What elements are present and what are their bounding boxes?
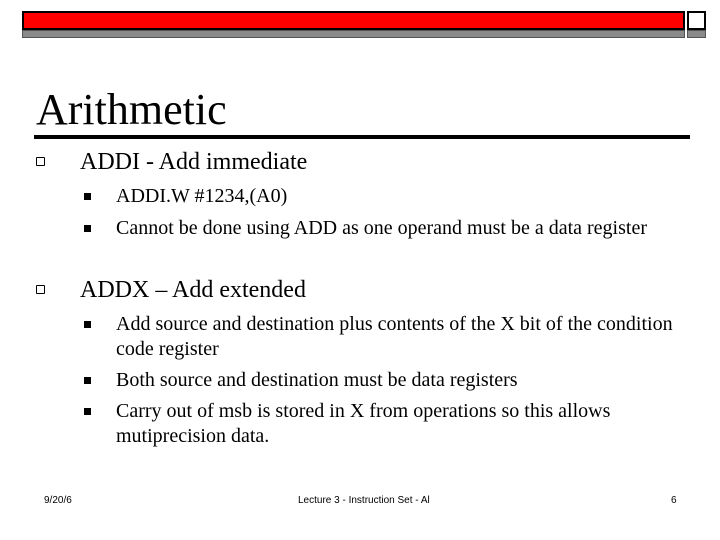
bullet-text: ADDX – Add extended xyxy=(80,277,306,303)
square-bullet-icon xyxy=(84,321,91,328)
sub-bullet-text: Cannot be done using ADD as one operand must be a data register xyxy=(116,217,647,239)
title-underline xyxy=(34,135,690,139)
footer-page-number: 6 xyxy=(671,495,677,506)
header-corner-gray xyxy=(687,30,706,38)
hollow-square-bullet-icon xyxy=(36,285,45,294)
sub-bullet-text: ADDI.W #1234,(A0) xyxy=(116,185,288,207)
sub-bullet-text: Add source and destination plus contents of the X bit of the condition code register xyxy=(116,313,673,360)
square-bullet-icon xyxy=(84,377,91,384)
hollow-square-bullet-icon xyxy=(36,157,45,166)
header-corner-box xyxy=(687,11,706,30)
header-red-bar xyxy=(22,11,685,30)
square-bullet-icon xyxy=(84,408,91,415)
footer-lecture: Lecture 3 - Instruction Set - Al xyxy=(298,495,430,506)
bullet-text: ADDI - Add immediate xyxy=(80,149,308,175)
square-bullet-icon xyxy=(84,225,91,232)
square-bullet-icon xyxy=(84,193,91,200)
header-gray-line xyxy=(22,30,685,38)
footer-date: 9/20/6 xyxy=(44,495,72,506)
sub-bullet-text: Both source and destination must be data registers xyxy=(116,369,518,391)
slide-title: Arithmetic xyxy=(36,85,227,134)
sub-bullet-text: Carry out of msb is stored in X from operations so this allows mutiprecision data. xyxy=(116,400,611,447)
